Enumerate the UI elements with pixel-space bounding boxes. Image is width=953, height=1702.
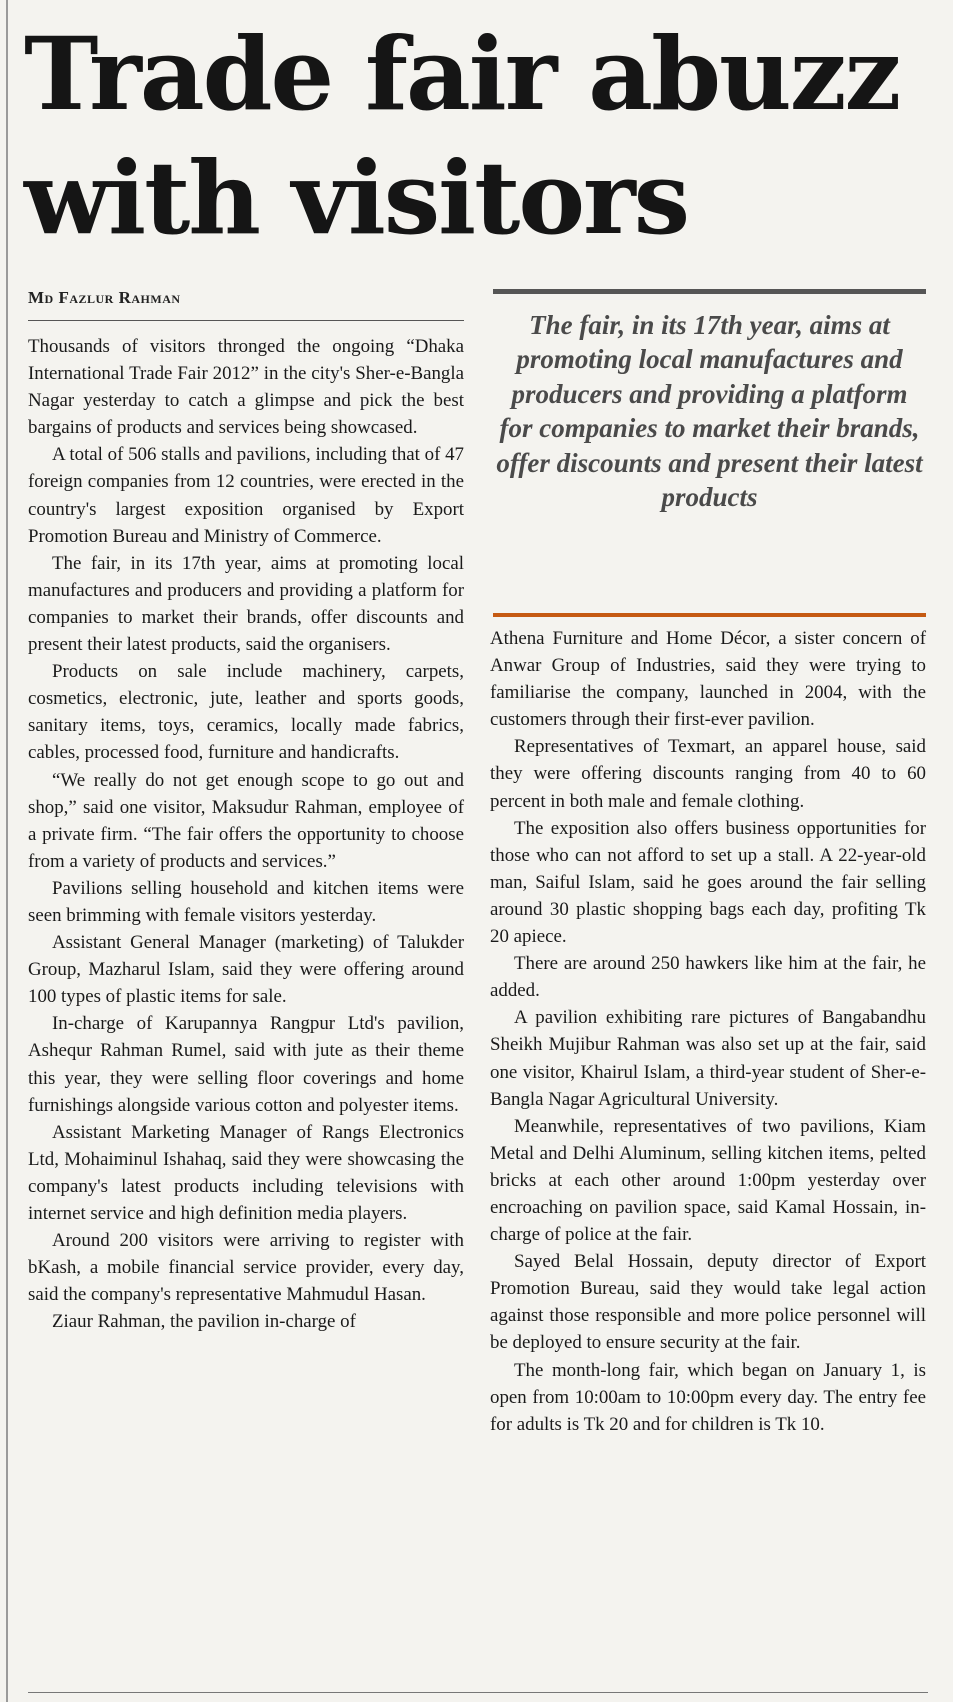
paragraph: The exposition also offers business opportunities for those who can not afford to set up a stall. A 22-year-old man, Saiful Islam, said he goes around the fair selling around 30 plastic shopping bags each day, profiting Tk 20 apiece. [490, 817, 926, 948]
paragraph: Around 200 visitors were arriving to register with bKash, a mobile financial service provider, every day, said the company's representative Mahmudul Hasan. [28, 1230, 464, 1306]
pull-quote-bottom-rule [493, 613, 926, 617]
left-margin-rule [6, 0, 8, 1702]
paragraph: Assistant Marketing Manager of Rangs Electronics Ltd, Mohaiminul Ishahaq, said they were showcasing the company's latest products including televisions with internet service and high definition media players. [28, 1121, 464, 1224]
paragraph: The fair, in its 17th year, aims at promoting local manufactures and producers and providing a platform for companies to market their brands, offer discounts and present their latest products, said the organisers. [28, 552, 464, 656]
right-column [490, 625, 926, 1438]
pull-quote: The fair, in its 17th year, aims at promoting local manufactures and producers and providing a platform for companies to market their brands, offer discounts and present their latest products [496, 310, 923, 513]
paragraph: In-charge of Karupannya Rangpur Ltd's pavilion, Ashequr Rahman Rumel, said with jute as their theme this year, they were selling floor coverings and home furnishings alongside various cotton and polyester items. [28, 1013, 464, 1116]
paragraph: Ziaur Rahman, the pavilion in-charge of [52, 1311, 356, 1333]
paragraph: There are around 250 hawkers like him at the fair, he added. [490, 953, 926, 1002]
paragraph: Pavilions selling household and kitchen items were seen brimming with female visitors yesterday. [28, 877, 464, 926]
paragraph: A pavilion exhibiting rare pictures of Bangabandhu Sheikh Mujibur Rahman was also set up at the fair, said one visitor, Khairul Islam, a third-year student of Sher-e-Bangla Nagar Agricultural University. [490, 1007, 926, 1110]
paragraph: Sayed Belal Hossain, deputy director of Export Promotion Bureau, said they would take legal action against those responsible and more police personnel will be deployed to ensure security at the fair. [490, 1251, 926, 1354]
paragraph: Meanwhile, representatives of two pavilions, Kiam Metal and Delhi Aluminum, selling kitchen items, pelted bricks at each other around 1:00pm yesterday over encroaching on pavilion space, said Kamal Hossain, in-charge of police at the fair. [490, 1115, 926, 1246]
bottom-divider [28, 1692, 928, 1693]
paragraph: Athena Furniture and Home Décor, a sister concern of Anwar Group of Industries, said they were trying to familiarise the company, launched in 2004, with the customers through their first-ever pavilion. [490, 628, 926, 731]
paragraph: A total of 506 stalls and pavilions, including that of 47 foreign companies from 12 countries, were erected in the country's largest exposition organised by Export Promotion Bureau and Ministry of Commerce. [28, 444, 464, 547]
paragraph: Thousands of visitors thronged the ongoing “Dhaka International Trade Fair 2012” in the city's Sher-e-Bangla Nagar yesterday to catch a glimpse and pick the best bargains of products and services being showcased. [28, 336, 464, 439]
paragraph: Assistant General Manager (marketing) of Talukder Group, Mazharul Islam, said they were offering around 100 types of plastic items for sale. [28, 932, 464, 1008]
byline: Md Fazlur Rahman [28, 288, 181, 307]
headline-line-1: Trade fair abuzz [24, 15, 900, 133]
pull-quote-top-rule [493, 289, 926, 294]
paragraph: Representatives of Texmart, an apparel house, said they were offering discounts ranging from 40 to 60 percent in both male and female clothing. [490, 736, 926, 812]
paragraph: The month-long fair, which began on January 1, is open from 10:00am to 10:00pm every day. The entry fee for adults is Tk 20 and for children is Tk 10. [490, 1359, 926, 1435]
paragraph: “We really do not get enough scope to go out and shop,” said one visitor, Maksudur Rahman, employee of a private firm. “The fair offers the opportunity to choose from a variety of products and services.” [28, 769, 464, 872]
headline-line-2: with visitors [24, 139, 689, 257]
left-column [28, 333, 464, 1335]
byline-divider [28, 320, 464, 321]
headline [24, 12, 949, 260]
paragraph: Products on sale include machinery, carpets, cosmetics, electronic, jute, leather and sports goods, sanitary items, toys, ceramics, locally made fabrics, cables, processed food, furniture and handicrafts. [28, 661, 464, 764]
